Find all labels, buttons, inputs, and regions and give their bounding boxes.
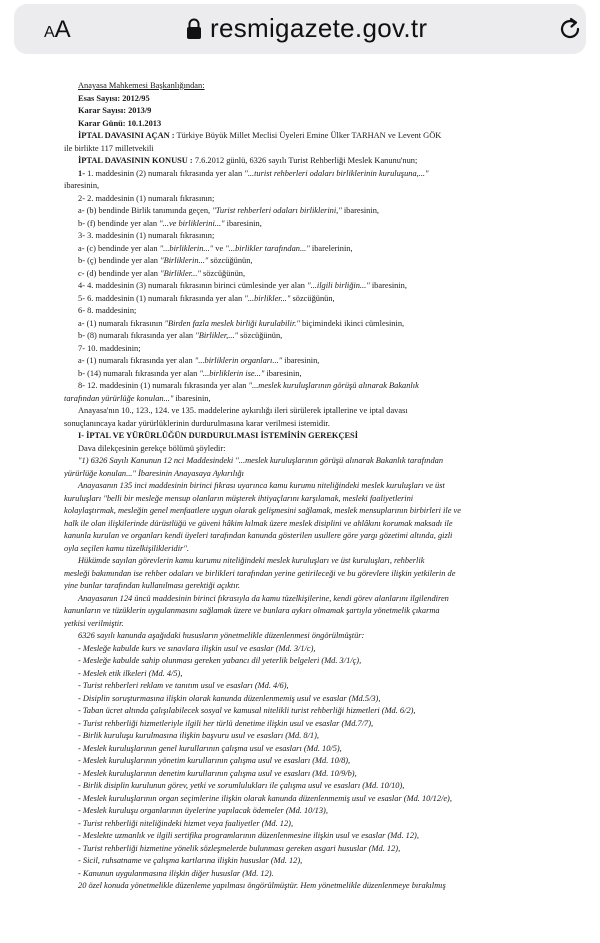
para3-line2: kanunların ve tüzüklerin uygulanmasını sağlamak üzere ve bunlara aykırı olmamak şartıyla yönetmelik çıkarma xyxy=(64,606,440,615)
item-8: 8- 12. maddesinin (1) numaralı fıkrasında yer alan "...meslek kuruluşlarının görüşü alınarak Bakanlık xyxy=(78,381,419,390)
quote-line-2: yürürlüğe konulan..." İbaresinin Anayasaya Aykırılığı xyxy=(64,468,244,478)
para3-line3: yetkisi verilmiştir. xyxy=(64,618,124,628)
esas-sayisi: Esas Sayısı: 2012/95 xyxy=(78,93,150,103)
item-7: 7- 10. maddesinin; xyxy=(78,343,141,353)
anayasa-line-cont: sonuçlanıncaya kadar yürürlüklerinin durdurulmasına karar verilmesi istemidir. xyxy=(64,418,330,428)
para1-line1: Anayasanın 135 inci maddesinin birinci fıkrası uyarınca kamu kurumu niteliğindeki meslek kuruluşları ve üst xyxy=(78,481,445,490)
karar-sayisi: Karar Sayısı: 2013/9 xyxy=(78,106,152,115)
item-3: 3- 3. maddesinin (1) numaralı fıkrasının; xyxy=(78,231,215,240)
list-item: - Meslek kuruluşlarının organ seçimlerine ilişkin olarak kanunda düzenlenmemiş usul ve esaslar (Md. 10/12/e), xyxy=(78,793,452,803)
anayasa-line: Anayasa'nın 10., 123., 124. ve 135. maddelerine aykırılığı ileri sürülerek iptallerine ve iptal davası xyxy=(78,406,408,415)
davayi-acan: İPTAL DAVASINI AÇAN : Türkiye Büyük Millet Meclisi Üyeleri Emine Ülker TARHAN ve Levent GÖK xyxy=(78,131,442,140)
para1-line6: oyla seçilen kamu tüzelkişilikleridir". xyxy=(64,543,189,553)
lock-icon xyxy=(186,18,202,40)
para1-line5: kanunla kurulan ve organları kendi üyeleri tarafından kanunda gösterilen usullere göre yargı gözetimi altında, gizli xyxy=(64,531,453,540)
list-item: - Meslek kuruluşlarının yönetim kurullarının çalışma usul ve esasları (Md. 10/8), xyxy=(78,756,351,765)
list-item: - Meslekte uzmanlık ve ilgili sertifika programlarının düzenlenmesine ilişkin usul ve esaslar (Md. 12), xyxy=(78,831,419,840)
list-item: - Sicil, ruhsatname ve çalışma kartlarına ilişkin hususlar (Md. 12), xyxy=(78,856,303,865)
list-item: - Mesleğe kabulde kurs ve sınavlara ilişkin usul ve esaslar (Md. 3/1/c), xyxy=(78,643,316,653)
item-1: 1- 1. maddesinin (2) numaralı fıkrasında yer alan "...turist rehberleri odaları birliklerinin kuruluşuna,..." xyxy=(78,168,429,178)
list-item: - Meslek kuruluşlarının genel kurullarının çalışma usul ve esasları (Md. 10/5), xyxy=(78,743,342,753)
list-item: - Disiplin soruşturmasına ilişkin olarak kanunda düzenlenmemiş usul ve esaslar (Md.5/3), xyxy=(78,693,381,703)
address-bar[interactable] xyxy=(14,4,586,54)
reload-icon[interactable] xyxy=(556,15,584,43)
list-item: - Turist rehberleri reklam ve tanıtım usul ve esasları (Md. 4/6), xyxy=(78,681,289,690)
item-7a: a- (1) numaralı fıkrasında yer alan "...birliklerin organları..." ibaresinin, xyxy=(78,356,320,365)
document-body xyxy=(64,80,542,893)
para1-line3: kolaylaştırmak, mesleğin genel menfaatlere uygun olarak gelişmesini sağlamak, meslek mensuplarının birbirleri ile ve xyxy=(64,506,461,515)
list-intro: 6326 sayılı kanunda aşağıdaki hususların yönetmelikle düzenlenmesi öngörülmüştür: xyxy=(78,631,365,640)
dava-konusu: İPTAL DAVASININ KONUSU : 7.6.2012 günlü, 6326 sayılı Turist Rehberliği Meslek Kanunu'nun; xyxy=(78,156,418,165)
list-item: - Meslek kuruluşlarının denetim kurullarının çalışma usul ve esasları (Md. 10/9/b), xyxy=(78,768,357,778)
para2-line3: yine bunlar tarafından kullanılması gerektiği açıktır. xyxy=(64,581,241,590)
item-5: 5- 6. maddesinin (1) numaralı fıkrasında yer alan "...birlikler..." sözcüğünün, xyxy=(78,293,335,303)
list-item: - Meslek kuruluşu organlarının üyelerine yapılacak ödemeler (Md. 10/13), xyxy=(78,806,328,815)
para1-line4: halk ile olan ilişkilerinde dürüstlüğü ve güveni hâkim kılmak üzere meslek disiplini ve ahlâkını korumak maksadı ile xyxy=(64,518,453,528)
para1-line2: kuruluşları "belli bir mesleğe mensup olanların müşterek ihtiyaçlarını karşılamak, mesleki faaliyetlerini xyxy=(64,493,414,503)
item-3a: a- (c) bendinde yer alan "...birliklerin..." ve "...birlikler tarafından..." ibarelerinin, xyxy=(78,243,353,253)
item-3c: c- (d) bendinde yer alan "Birlikler..." sözcüğünün, xyxy=(78,268,246,278)
list-item: - Birlik kuruluşu kurulmasına ilişkin başvuru usul ve esasları (Md. 8/1), xyxy=(78,731,319,740)
item-7b: b- (14) numaralı fıkrasında yer alan "...birliklerin ise..." ibaresinin, xyxy=(78,368,302,378)
browser-bar xyxy=(0,0,600,62)
item-8-cont: tarafından yürürlüğe konulan..." ibaresinin, xyxy=(64,393,211,403)
para3-line1: Anayasanın 124 üncü maddesinin birinci fıkrasıyla da kamu tüzelkişilerine, kendi görev alanlarını ilgilendiren xyxy=(78,593,449,603)
list-item: - Turist rehberliği hizmetleriyle ilgili her türlü denetime ilişkin usul ve esaslar (Md.7/7), xyxy=(78,718,374,728)
item-6: 6- 8. maddesinin; xyxy=(78,306,137,315)
item-1-cont: ibaresinin, xyxy=(64,181,100,190)
url-text[interactable]: resmigazete.gov.tr xyxy=(210,13,428,43)
para2-line1: Hükümde sayılan görevlerin kamu kurumu niteliğindeki meslek kuruluşları ve üst kuruluşları, rehberlik xyxy=(78,556,425,565)
item-2a: a- (b) bendinde Birlik tanımında geçen, "Turist rehberleri odaları birliklerini," ibaresinin, xyxy=(78,206,379,215)
last-line: 20 özel konuda yönetmelikle düzenleme yapılması öngörülmüştür. Hem yönetmelikle düzenlenmeye bırakılmış xyxy=(78,881,446,890)
text-size-button[interactable]: AA xyxy=(44,16,71,43)
davayi-acan-cont: ile birlikte 117 milletvekili xyxy=(64,143,154,153)
dava-dilekcesi: Dava dilekçesinin gerekçe bölümü şöyledir: xyxy=(78,443,226,453)
list-item: - Meslek etik ilkeleri (Md. 4/5), xyxy=(78,668,183,678)
doc-header: Anayasa Mahkemesi Başkanlığından: xyxy=(78,81,205,90)
karar-gunu: Karar Günü: 10.1.2013 xyxy=(78,118,162,128)
para2-line2: mesleği bakımından ise rehber odaları ve birlikleri tarafından yerine getirileceği ve bu görevlere ilişkin yetkilerin de xyxy=(64,568,456,578)
list-item: - Birlik disiplin kurulunun görev, yetki ve sorumlulukları ile çalışma usul ve esasları (Md. 10/10), xyxy=(78,781,405,790)
section-heading: I- İPTAL VE YÜRÜRLÜĞÜN DURDURULMASI İSTEMİNİN GEREKÇESİ xyxy=(78,431,358,440)
list-item: - Mesleğe kabulde sahip olunması gereken yabancı dil yeterlik belgeleri (Md. 3/1/ç), xyxy=(78,656,362,665)
list-item: - Kanunun uygulanmasına ilişkin diğer hususlar (Md. 12). xyxy=(78,868,274,878)
item-3b: b- (ç) bendinde yer alan "Birliklerin..." sözcüğünün, xyxy=(78,256,253,265)
item-6a: a- (1) numaralı fıkrasının "Birden fazla meslek birliği kurulabilir." biçimindeki ikinci cümlesinin, xyxy=(78,318,405,328)
item-6b: b- (8) numaralı fıkrasında yer alan "Birlikler,..." sözcüğünün, xyxy=(78,331,283,340)
item-2: 2- 2. maddesinin (1) numaralı fıkrasının; xyxy=(78,193,215,203)
item-2b: b- (f) bendinde yer alan "...ve birliklerini..." ibaresinin, xyxy=(78,218,262,228)
list-item: - Taban ücret altında çalışılabilecek sosyal ve kamusal nitelikli turist rehberliği hizmetleri (Md. 6/2), xyxy=(78,706,416,715)
list-item: - Turist rehberliği hizmetine yönelik sözleşmelerde bulunması gereken asgari hususlar (Md. 12), xyxy=(78,843,401,853)
quote-line-1: "1) 6326 Sayılı Kanunun 12 nci Maddesindeki "...meslek kuruluşlarının görüşü alınarak Bakanlık tarafından xyxy=(78,456,444,465)
list-item: - Turist rehberliği niteliğindeki hizmet veya faaliyetler (Md. 12), xyxy=(78,818,294,828)
item-4: 4- 4. maddesinin (3) numaralı fıkrasının birinci cümlesinde yer alan "...ilgili birliğin..." ibaresinin, xyxy=(78,281,407,290)
